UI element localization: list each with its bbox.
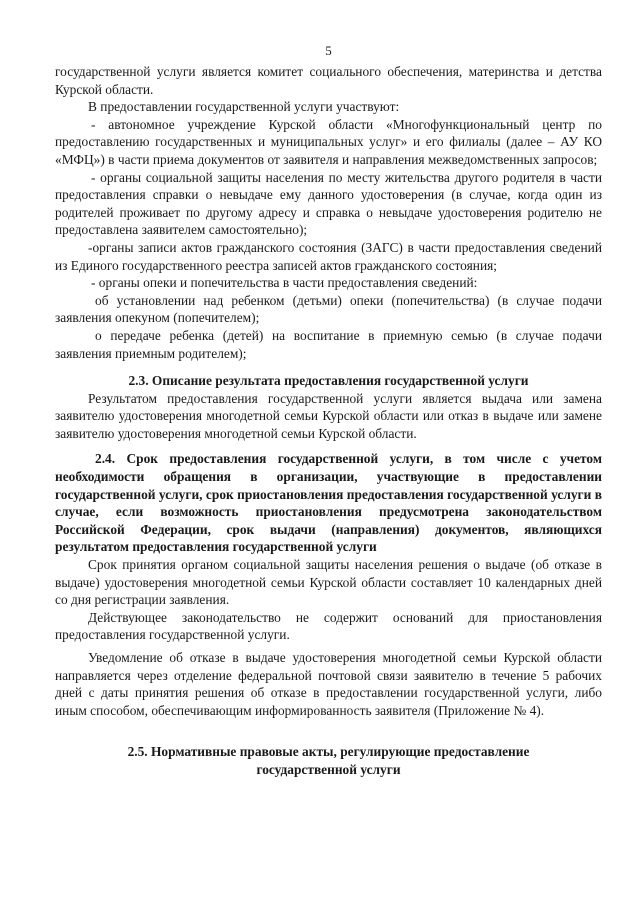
paragraph-guardianship-custody: об установлении над ребенком (детьми) опеки (попечительства) (в случае подачи заявления опекуном (попечителем); bbox=[55, 292, 602, 326]
paragraph-mfc: - автономное учреждение Курской области «Многофункциональный центр по предоставлению государственных и муниципальных услуг» и его филиалы (далее – АУ КО «МФЦ») в части приема документов от заявителя и направления межведомственных запросов; bbox=[55, 116, 602, 167]
section-2-4-heading: 2.4. Срок предоставления государственной услуги, в том числе с учетом необходимости обращения в организации, участвующие в предоставлении государственной услуги, срок приостановления предоставления государственной услуги в случае, если возможность приостановления предусмотрена законодательством Российской Федерации, срок выдачи (направления) документов, являющихся результатом предоставления государственной услуги bbox=[55, 451, 602, 555]
section-2-5-heading: 2.5. Нормативные правовые акты, регулирующие предоставление государственной услуги bbox=[127, 744, 530, 777]
page-number: 5 bbox=[325, 43, 332, 58]
paragraph-guardianship-foster: о передаче ребенка (детей) на воспитание в приемную семью (в случае подачи заявления приемным родителем); bbox=[55, 327, 602, 361]
section-2-3-text: Результатом предоставления государственной услуги является выдача или замена заявителю удостоверения многодетной семьи Курской области или отказ в выдаче или замене заявителю удостоверения многодетной семьи Курской области. bbox=[55, 390, 602, 441]
section-2-4-notification: Уведомление об отказе в выдаче удостоверения многодетной семьи Курской области направляется через отделение федеральной почтовой связи заявителю в течение 5 рабочих дней с даты принятия решения об отказе в предоставлении государственной услуги, либо иным способом, обеспечивающим информированность заявителя (Приложение № 4). bbox=[55, 650, 602, 718]
section-2-3-heading: 2.3. Описание результата предоставления государственной услуги bbox=[128, 373, 529, 389]
paragraph-social-protection: - органы социальной защиты населения по месту жительства другого родителя в части предоставления справки о невыдаче ему данного удостоверения (в случае, когда один из родителей проживает по другому адресу и справка о невыдаче удостоверения родителю не предоставлена заявителем самостоятельно); bbox=[55, 169, 602, 238]
section-2-4-term: Срок принятия органом социальной защиты населения решения о выдаче (об отказе в выдаче) удостоверения многодетной семьи Курской области составляет 10 календарных дней со дня регистрации заявления. bbox=[55, 557, 602, 608]
paragraph-agency: государственной услуги является комитет социального обеспечения, материнства и детства Курской области. bbox=[55, 64, 602, 97]
section-2-4-suspension: Действующее законодательство не содержит оснований для приостановления предоставления государственной услуги. bbox=[55, 609, 602, 643]
paragraph-participants-intro: В предоставлении государственной услуги участвуют: bbox=[88, 99, 400, 115]
paragraph-guardianship: - органы опеки и попечительства в части предоставления сведений: bbox=[91, 275, 478, 291]
paragraph-zags: -органы записи актов гражданского состояния (ЗАГС) в части предоставления сведений из Единого государственного реестра записей актов гражданского состояния; bbox=[55, 239, 602, 273]
